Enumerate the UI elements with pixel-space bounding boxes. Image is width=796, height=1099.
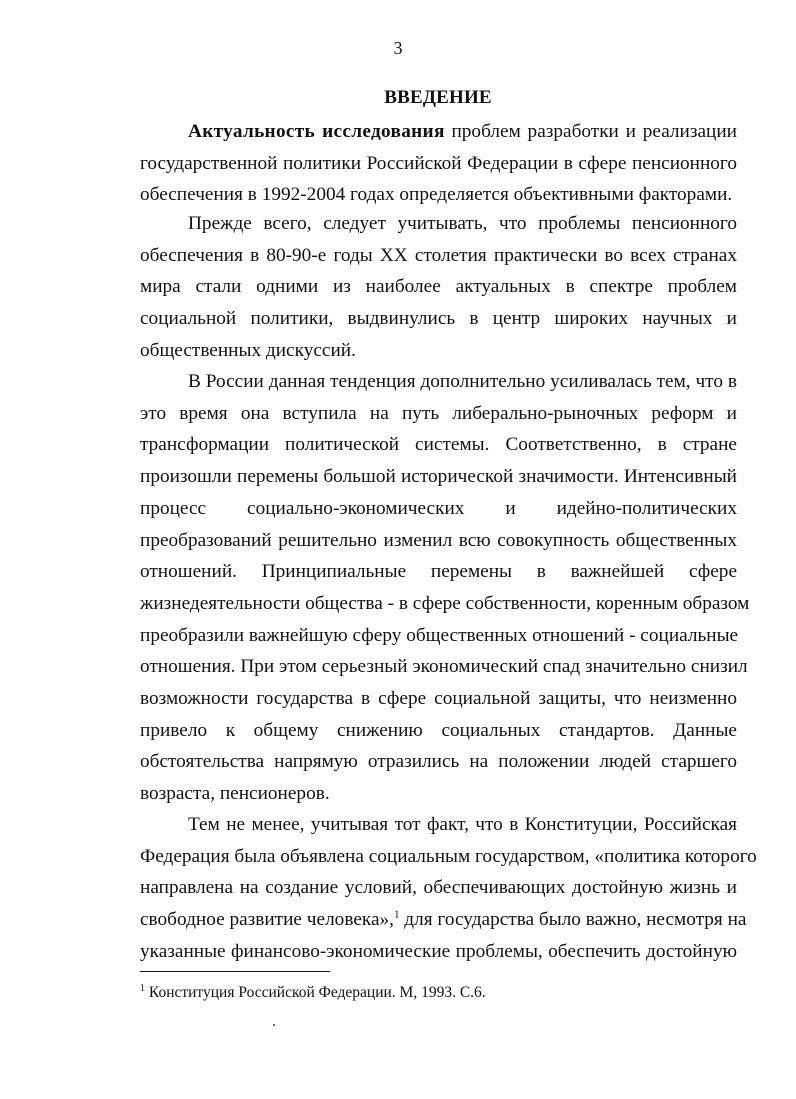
text-line: это время она вступила на путь либерально-рыночных реформ и bbox=[140, 402, 737, 424]
paragraph-2 bbox=[140, 208, 737, 367]
footnote-divider bbox=[140, 971, 330, 972]
text-line: общественных дискуссий. bbox=[140, 339, 356, 361]
text-line: привело к общему снижению социальных стандартов. Данные bbox=[140, 719, 737, 741]
text-line: Актуальность исследования проблем разработки и реализации bbox=[188, 121, 737, 142]
text-line: направлена на создание условий, обеспечивающих достойную жизнь и bbox=[140, 877, 737, 899]
text-line: социальной политики, выдвинулись в центр широких научных и bbox=[140, 308, 737, 330]
text-line: возможности государства в сфере социальной защиты, что неизменно bbox=[140, 688, 737, 710]
paragraph-3 bbox=[140, 366, 750, 810]
text-line: произошли перемены большой исторической значимости. Интенсивный bbox=[140, 466, 737, 488]
footnote bbox=[140, 984, 486, 1002]
page-number: 3 bbox=[393, 38, 403, 58]
text-line: обстоятельства напрямую отразились на положении людей старшего bbox=[140, 751, 737, 773]
footnote-text: Конституция Российской Федерации. М, 1993. С.6. bbox=[145, 984, 486, 1001]
footnote-mark: 1 bbox=[140, 982, 145, 994]
text-line: обеспечения в 1992-2004 годах определяется объективными факторами. bbox=[140, 184, 733, 206]
text-line: В России данная тенденция дополнительно усиливалась тем, что в bbox=[188, 371, 737, 392]
text-line: процесс социально-экономических и идейно-политических bbox=[140, 497, 737, 519]
page-title: ВВЕДЕНИЕ bbox=[384, 87, 492, 108]
text-line: трансформации политической системы. Соответственно, в стране bbox=[140, 434, 737, 456]
scan-speck bbox=[273, 1024, 275, 1026]
text-line: указанные финансово-экономические проблемы, обеспечить достойную bbox=[140, 940, 737, 962]
text-line: Тем не менее, учитывая тот факт, что в Конституции, Российская bbox=[188, 814, 737, 835]
lead-phrase: Актуальность исследования bbox=[188, 121, 445, 142]
text-line: государственной политики Российской Федерации в сфере пенсионного bbox=[140, 152, 737, 174]
paragraph-4 bbox=[140, 809, 757, 968]
text-line: свободное развитие человека»,$^1$ для государства было важно, несмотря на bbox=[140, 908, 747, 931]
text-line: преобразили важнейшую сферу общественных отношений - социальные bbox=[140, 624, 739, 646]
text-line: мира стали одними из наиболее актуальных в спектре проблем bbox=[140, 276, 737, 298]
text-line: жизнедеятельности общества - в сфере собственности, коренным образом bbox=[140, 592, 750, 614]
text-line: Федерация была объявлена социальным государством, «политика которого bbox=[140, 845, 757, 867]
text-line: отношения. При этом серьезный экономический спад значительно снизил bbox=[140, 656, 748, 678]
text-line: возраста, пенсионеров. bbox=[140, 783, 330, 805]
footnote-reference[interactable]: 1 bbox=[393, 908, 400, 921]
text-line: отношений. Принципиальные перемены в важнейшей сфере bbox=[140, 561, 737, 583]
text-line: преобразований решительно изменил всю совокупность общественных bbox=[140, 529, 737, 551]
text-line: обеспечения в 80-90-е годы XX столетия практически во всех странах bbox=[140, 244, 737, 266]
paragraph-1 bbox=[140, 116, 737, 211]
text-line: Прежде всего, следует учитывать, что проблемы пенсионного bbox=[188, 213, 737, 234]
